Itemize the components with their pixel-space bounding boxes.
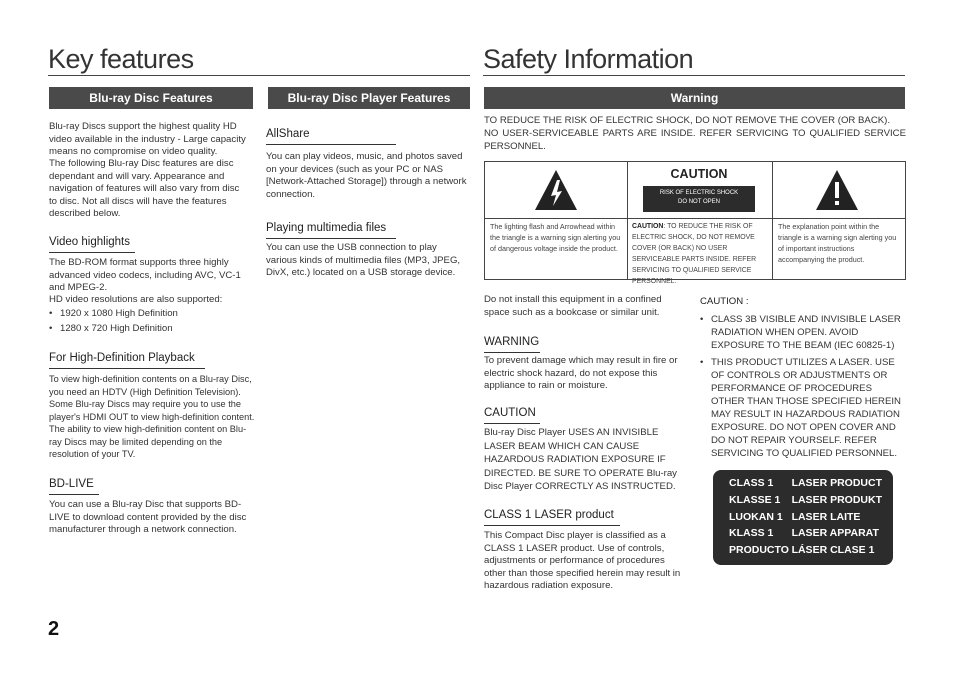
exclamation-warning-icon	[814, 168, 860, 212]
allshare-heading: AllShare	[266, 128, 396, 145]
multimedia-text: You can use the USB connection to play various kinds of multimedia files (MP3, JPEG, DivX, etc.) located on a USB storage device.	[266, 242, 461, 278]
caution-bold: CAUTION	[632, 223, 664, 230]
caution-box	[643, 186, 755, 212]
lightning-explanation: The lighting flash and Arrowhead within the triangle is a warning sign alerting you of dangerous voltage inside the product.	[490, 222, 621, 253]
multimedia-heading: Playing multimedia files	[266, 222, 396, 239]
caution-box-line-1: RISK OF ELECTRIC SHOCK	[659, 190, 739, 196]
safety-symbol-table	[484, 161, 906, 285]
resolution-list	[49, 308, 249, 335]
table-row	[729, 544, 883, 559]
lightning-warning-icon	[533, 168, 579, 212]
caution-colon-heading: CAUTION :	[700, 296, 749, 307]
install-text: Do not install this equipment in a confined space such as a bookcase or similar unit.	[484, 294, 662, 318]
intro-line-2: NO USER-SERVICEABLE PARTS ARE INSIDE. REFER SERVICING TO QUALIFIED SERVICE PERSONNEL.	[484, 128, 906, 152]
label-cell: LUOKAN 1	[729, 510, 783, 523]
label-cell: LASER LAITE	[791, 510, 861, 523]
exclamation-explanation: The explanation point within the triangle is a warning sign alerting you of important instructions accompanying the product.	[778, 222, 897, 264]
label-cell: KLASS 1	[729, 527, 774, 540]
caution-text: : TO REDUCE THE RISK OF ELECTRIC SHOCK, DO NOT REMOVE COVER (OR BACK) NO USER SERVICEABLE PARTS INSIDE. REFER SERVICING TO QUALIFIED SERVICE PERSONNEL.	[632, 223, 757, 285]
intro-line-1: TO REDUCE THE RISK OF ELECTRIC SHOCK, DO NOT REMOVE THE COVER (OR BACK).	[484, 115, 891, 126]
caution-text-block: Blu-ray Disc Player USES AN INVISIBLE LASER BEAM WHICH CAN CAUSE HAZARDOUS RADIATION EXPOSURE IF DIRECTED. BE SURE TO OPERATE Blu-ray Disc Player CORRECTLY AS INSTRUCTED.	[484, 427, 677, 492]
bd-live-text: You can use a Blu-ray Disc that supports BD-LIVE to download content provided by the disc manufacturer through a network connection.	[49, 499, 247, 535]
title-rule	[483, 75, 905, 76]
divider	[772, 162, 773, 279]
page-number: 2	[48, 618, 60, 640]
table-row	[729, 494, 883, 509]
key-features-title: Key features	[48, 44, 194, 74]
table-row	[729, 527, 883, 542]
label-cell: PRODUCTO	[729, 544, 789, 557]
label-cell: LÁSER CLASE 1	[791, 544, 875, 557]
bd-live-heading: BD-LIVE	[49, 478, 99, 495]
hd-playback-text: To view high-definition contents on a Blu-ray Disc, you need an HDTV (High Definition Television). Some Blu-ray Discs may require you to use the player's HDMI OUT to view high-definition content. The ability to view high-definition content on Blu-ray Discs may be limited depending on the resolution of your TV.	[49, 374, 255, 459]
player-features-header: Blu-ray Disc Player Features	[268, 87, 470, 109]
title-rule	[48, 75, 470, 76]
label-cell: LASER PRODUCT	[791, 477, 882, 489]
bd-features-header: Blu-ray Disc Features	[49, 87, 253, 109]
caution-explanation	[632, 221, 768, 287]
list-item: • CLASS 3B VISIBLE AND INVISIBLE LASER RADIATION WHEN OPEN. AVOID EXPOSURE TO THE BEAM (IEC 60825-1)	[700, 313, 906, 352]
table-row	[729, 477, 883, 492]
divider	[627, 162, 628, 279]
warning-header: Warning	[484, 87, 905, 109]
caution-list	[700, 313, 906, 460]
list-item: • THIS PRODUCT UTILIZES A LASER. USE OF CONTROLS OR ADJUSTMENTS OR PERFORMANCE OF PROCEDURES OTHER THAN THOSE SPECIFIED HEREIN MAY RESULT IN HAZARDOUS RADIATION EXPOSURE. DO NOT OPEN COVER AND DO NOT REPAIR YOURSELF. REFER SERVICING TO QUALIFIED PERSONNEL.	[700, 356, 906, 460]
class1-text: This Compact Disc player is classified as a CLASS 1 LASER product. Use of controls, adjustments or performance of procedures other than those specified herein may result in hazardous radiation exposure.	[484, 530, 681, 591]
table-row	[729, 511, 883, 526]
class1-heading: CLASS 1 LASER product	[484, 509, 620, 526]
warning-heading: WARNING	[484, 336, 540, 353]
laser-product-label	[713, 470, 893, 565]
list-item: • 1280 x 720 High Definition	[49, 323, 249, 336]
hd-playback-heading: For High-Definition Playback	[49, 352, 205, 369]
label-cell: CLASS 1	[729, 477, 774, 489]
list-item: • 1920 x 1080 High Definition	[49, 308, 249, 321]
divider	[485, 218, 905, 219]
label-cell: KLASSE 1	[729, 493, 781, 506]
safety-information-title: Safety Information	[483, 44, 694, 74]
video-highlights-text: The BD-ROM format supports three highly advanced video codecs, including AVC, VC-1 and MPEG-2.	[49, 257, 241, 293]
caution-label: CAUTION	[670, 167, 728, 181]
caution-heading: CAUTION	[484, 407, 540, 424]
caution-box-line-2: DO NOT OPEN	[678, 199, 720, 205]
allshare-text: You can play videos, music, and photos saved on your devices (such as your PC or NAS [Network-Attached Storage]) through a network connection.	[266, 151, 467, 200]
label-cell: LASER APPARAT	[791, 527, 879, 540]
bd-features-desc: The following Blu-ray Disc features are disc dependant and will vary. Appearance and navigation of features will also vary from disc to disc. Not all discs will have the features described below.	[49, 158, 240, 219]
video-resolution-text: HD video resolutions are also supported:	[49, 294, 223, 305]
video-highlights-heading: Video highlights	[49, 236, 135, 253]
label-cell: LASER PRODUKT	[791, 493, 882, 506]
warning-text: To prevent damage which may result in fire or electric shock hazard, do not expose this appliance to rain or moisture.	[484, 355, 678, 391]
bd-features-intro: Blu-ray Discs support the highest quality HD video available in the industry - Large capacity means no compromise on video quality.	[49, 121, 246, 157]
